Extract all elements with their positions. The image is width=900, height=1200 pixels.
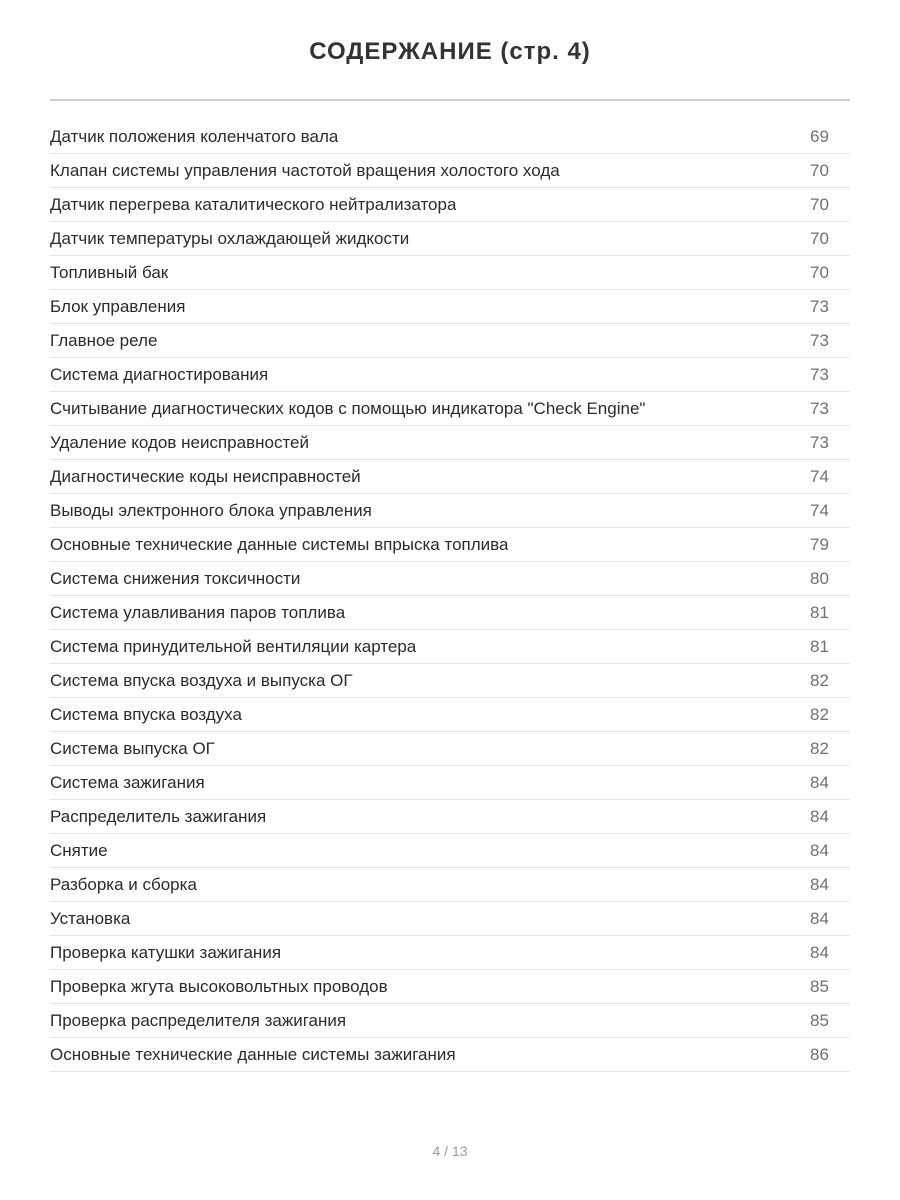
toc-entry-title: Основные технические данные системы впрыска топлива: [50, 534, 509, 554]
toc-entry-title: Выводы электронного блока управления: [50, 500, 372, 520]
toc-entry[interactable]: [50, 800, 850, 834]
toc-entry-title: Датчик температуры охлаждающей жидкости: [50, 228, 410, 248]
toc-entry[interactable]: [50, 630, 850, 664]
toc-entry[interactable]: [50, 902, 850, 936]
toc-entry-title: Считывание диагностических кодов с помощью индикатора "Check Engine": [50, 398, 646, 418]
toc-entry[interactable]: [50, 222, 850, 256]
toc-entry-page-number: 84: [810, 942, 829, 962]
toc-entry-page-number: 70: [810, 228, 829, 248]
page-indicator: 4 / 13: [432, 1143, 468, 1159]
toc-entry-title: Проверка жгута высоковольтных проводов: [50, 976, 388, 996]
toc-entry[interactable]: [50, 188, 850, 222]
toc-entry[interactable]: [50, 1038, 850, 1072]
toc-entry-page-number: 70: [810, 262, 829, 282]
toc-entry[interactable]: [50, 1004, 850, 1038]
toc-entry[interactable]: [50, 324, 850, 358]
toc-entry-page-number: 82: [810, 704, 829, 724]
toc-entry[interactable]: [50, 732, 850, 766]
toc-entry-page-number: 85: [810, 976, 829, 996]
toc-entry[interactable]: [50, 494, 850, 528]
toc-entry-page-number: 84: [810, 772, 829, 792]
toc-entry-page-number: 73: [810, 398, 829, 418]
toc-entry-page-number: 86: [810, 1044, 829, 1064]
toc-entry-title: Система снижения токсичности: [50, 568, 301, 588]
toc-entry-page-number: 73: [810, 364, 829, 384]
toc-entry-page-number: 73: [810, 330, 829, 350]
toc-entry[interactable]: [50, 664, 850, 698]
toc-entry-title: Система впуска воздуха и выпуска ОГ: [50, 670, 353, 690]
toc-entry[interactable]: [50, 290, 850, 324]
toc-entry-page-number: 81: [810, 636, 829, 656]
toc-entry[interactable]: [50, 154, 850, 188]
toc-entry-title: Установка: [50, 908, 131, 928]
toc-entry-title: Система зажигания: [50, 772, 205, 792]
toc-entry-page-number: 79: [810, 534, 829, 554]
toc-entry-page-number: 84: [810, 840, 829, 860]
toc-entry-title: Основные технические данные системы зажигания: [50, 1044, 456, 1064]
toc-entry-title: Удаление кодов неисправностей: [50, 432, 309, 452]
toc-entry[interactable]: [50, 834, 850, 868]
page-title: СОДЕРЖАНИЕ (стр. 4): [309, 38, 591, 65]
toc-entry-title: Проверка распределителя зажигания: [50, 1010, 347, 1030]
toc-entry[interactable]: [50, 460, 850, 494]
toc-entry[interactable]: [50, 256, 850, 290]
toc-entry-page-number: 73: [810, 296, 829, 316]
toc-entry[interactable]: [50, 528, 850, 562]
toc-entry[interactable]: [50, 596, 850, 630]
toc-entry[interactable]: [50, 426, 850, 460]
toc-entry-title: Система диагностирования: [50, 364, 269, 384]
toc-entry-page-number: 70: [810, 194, 829, 214]
toc-entry-title: Датчик перегрева каталитического нейтрализатора: [50, 194, 457, 214]
toc-entry-title: Главное реле: [50, 330, 158, 350]
toc-list: [50, 120, 850, 1072]
toc-entry-page-number: 74: [810, 500, 829, 520]
toc-entry-title: Разборка и сборка: [50, 874, 197, 894]
toc-entry-page-number: 84: [810, 874, 829, 894]
toc-entry-page-number: 82: [810, 738, 829, 758]
toc-entry-title: Система принудительной вентиляции картера: [50, 636, 417, 656]
toc-entry-page-number: 74: [810, 466, 829, 486]
toc-entry[interactable]: [50, 392, 850, 426]
toc-entry[interactable]: [50, 936, 850, 970]
toc-entry[interactable]: [50, 358, 850, 392]
toc-entry-title: Система впуска воздуха: [50, 704, 242, 724]
toc-entry-page-number: 82: [810, 670, 829, 690]
toc-entry[interactable]: [50, 766, 850, 800]
toc-entry-title: Клапан системы управления частотой вращения холостого хода: [50, 160, 560, 180]
toc-entry-page-number: 80: [810, 568, 829, 588]
toc-entry-page-number: 73: [810, 432, 829, 452]
toc-entry-page-number: 84: [810, 806, 829, 826]
toc-entry-page-number: 69: [810, 126, 829, 146]
toc-entry-title: Система выпуска ОГ: [50, 738, 215, 758]
toc-entry-title: Проверка катушки зажигания: [50, 942, 282, 962]
toc-entry-page-number: 81: [810, 602, 829, 622]
title-divider: [50, 99, 850, 101]
toc-entry[interactable]: [50, 868, 850, 902]
toc-entry[interactable]: [50, 562, 850, 596]
toc-entry-title: Распределитель зажигания: [50, 806, 267, 826]
toc-entry-title: Система улавливания паров топлива: [50, 602, 346, 622]
toc-entry-page-number: 84: [810, 908, 829, 928]
toc-entry-title: Датчик положения коленчатого вала: [50, 126, 339, 146]
toc-entry[interactable]: [50, 970, 850, 1004]
toc-entry-title: Снятие: [50, 840, 108, 860]
toc-entry-title: Диагностические коды неисправностей: [50, 466, 361, 486]
toc-entry-page-number: 70: [810, 160, 829, 180]
toc-entry-title: Блок управления: [50, 296, 186, 316]
toc-entry-page-number: 85: [810, 1010, 829, 1030]
toc-entry-title: Топливный бак: [50, 262, 169, 282]
toc-entry[interactable]: [50, 698, 850, 732]
toc-entry[interactable]: [50, 120, 850, 154]
